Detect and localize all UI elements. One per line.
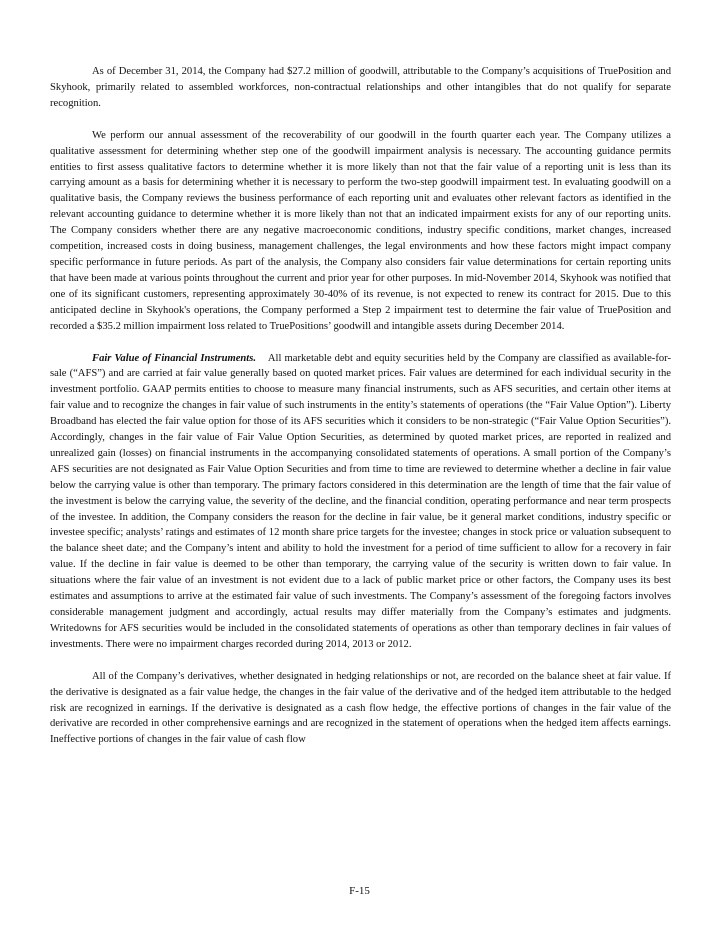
fair-value-body-text: All marketable debt and equity securities held by the Company are classified as available-for-sale (“AFS”) and are carried at fair value generally based on quoted market prices. Fair values are determined for each individual security in the investment portfolio. GAAP permits entities to choose to measure many financial instruments, such as AFS securities, and certain other items at fair value and to recognize the changes in fair value of such instruments in the entity’s statements of operations (the “Fair Value Option”). Liberty Broadband has elected the fair value option for those of its AFS securities which it considers to be non-strategic (“Fair Value Option Securities”). Accordingly, changes in the fair value of Fair Value Option Securities, as determined by quoted market prices, are reported in realized and unrealized gain (losses) on financial instruments in the accompanying consolidated statements of operations. A small portion of the Company’s AFS securities are not designated as Fair Value Option Securities and from time to time are reviewed to determine whether a decline in fair value below the carrying value is other than temporary. The primary factors considered in this determination are the length of time that the fair value of the investment is below the carrying value, the severity of the decline, and the financial condition, operating performance and near term prospects of the investee. In addition, the Company considers the reason for the decline in fair value, be it general market conditions, industry specific or investee specific; analysts’ ratings and estimates of 12 month share price targets for the investee; changes in stock price or valuation subsequent to the balance sheet date; and the Company’s intent and ability to hold the investment for a period of time sufficient to allow for a recovery in fair value. If the decline in fair value is deemed to be other than temporary, the carrying value of the security is written down to fair value. In situations where the fair value of an investment is not evident due to a lack of public market price or other factors, the Company uses its best estimates and assumptions to arrive at the estimated fair value of such investments. The Company’s assessment of the foregoing factors involves considerable management judgment and accordingly, actual results may differ materially from the Company’s estimates and judgments. Writedowns for AFS securities would be included in the consolidated statements of operations as other than temporary declines in fair values of investments. There were no impairment charges recorded during 2014, 2013 or 2012. <box>50 352 671 650</box>
section-heading-fair-value: Fair Value of Financial Instruments. <box>92 352 257 364</box>
document-body <box>50 64 671 748</box>
paragraph-derivatives: All of the Company’s derivatives, whether designated in hedging relationships or not, are recorded on the balance sheet at fair value. If the derivative is designated as a fair value hedge, the changes in the fair value of the derivative and of the hedged item attributable to the hedged risk are recognized in earnings. If the derivative is designated as a cash flow hedge, the effective portions of changes in the fair value of the derivative are recorded in other comprehensive earnings and are recognized in the statement of operations when the hedged item affects earnings. Ineffective portions of changes in the fair value of cash flow <box>50 670 671 746</box>
paragraph-fair-value <box>50 351 671 653</box>
paragraph-impairment-assessment: We perform our annual assessment of the recoverability of our goodwill in the fourth quarter each year. The Company utilizes a qualitative assessment for determining whether step one of the goodwill impairment analysis is necessary. The accounting guidance permits entities to first assess qualitative factors to determine whether it is more likely than not that the fair value of a reporting unit is less than its carrying amount as a basis for determining whether it is necessary to perform the two-step goodwill impairment test. In evaluating goodwill on a qualitative basis, the Company reviews the business performance of each reporting unit and evaluates other relevant factors as identified in the relevant accounting guidance to determine whether it is more likely than not that an indicated impairment exists for any of our reporting units. The Company considers whether there are any negative macroeconomic conditions, industry specific conditions, market changes, increased competition, increased costs in doing business, management challenges, the legal environments and how these factors might impact company specific performance in future periods. As part of the analysis, the Company also considers fair value determinations for certain reporting units that have been made at various points throughout the current and prior year for other purposes. In mid-November 2014, Skyhook was notified that one of its significant customers, representing approximately 30-40% of its revenue, is not expected to renew its contract for 2015. Due to this anticipated decline in Skyhook's operations, the Company performed a Step 2 impairment test to determine the fair value of TruePosition and recorded a $35.2 million impairment loss related to TruePositions’ goodwill and intangible assets during December 2014. <box>50 129 671 332</box>
paragraph-goodwill-summary: As of December 31, 2014, the Company had $27.2 million of goodwill, attributable to the Company’s acquisitions of TruePosition and Skyhook, primarily related to assembled workforces, non-contractual relationships and other intangibles that do not qualify for separate recognition. <box>50 66 671 109</box>
page-number: F-15 <box>349 885 370 897</box>
